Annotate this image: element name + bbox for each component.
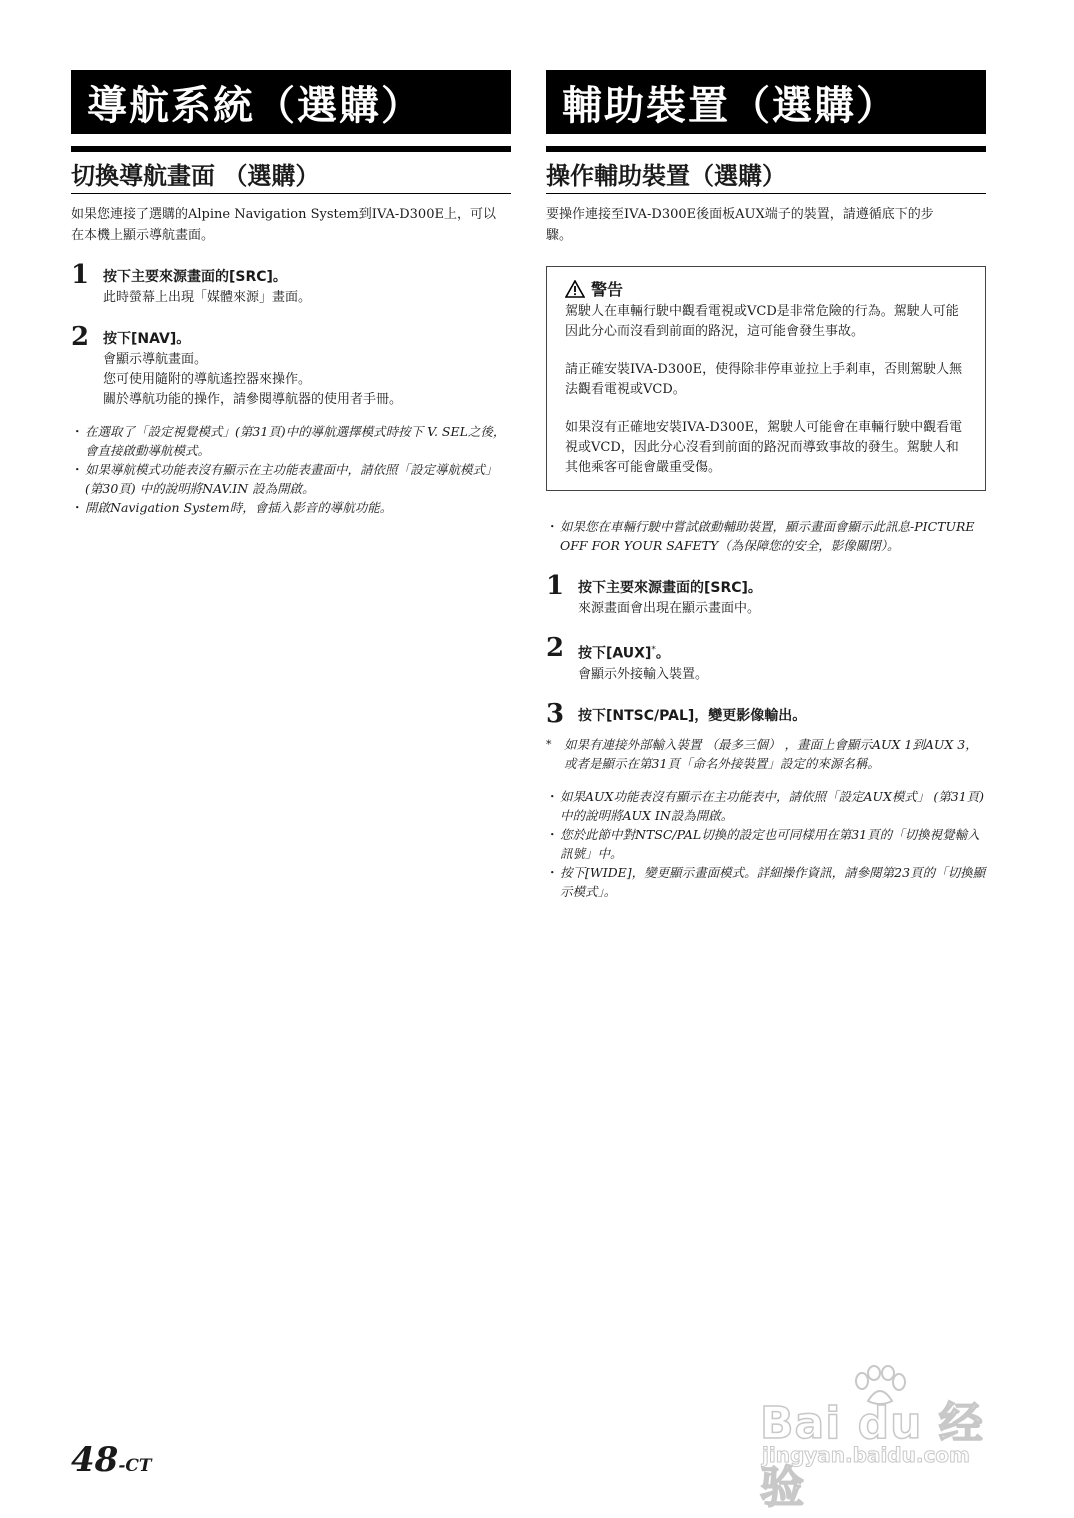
step-1 [71,262,511,308]
warning-paragraph: 如果沒有正確地安裝IVA-D300E，駕駛人可能會在車輛行駛中觀看電視或VCD，因此分心沒看到前面的路況而導致事故的發生。駕駛人和其他乘客可能會嚴重受傷。 [565,420,963,475]
intro-line: 驟。 [546,228,573,243]
step-detail: 您可使用隨附的導航遙控器來操作。 [103,372,312,387]
step-detail: 此時螢幕上出現「媒體來源」畫面。 [103,290,312,305]
intro-paragraph [546,204,986,246]
section-title-navigation: 切換導航畫面 （選購） [71,146,511,194]
warning-title [565,277,971,300]
footnote-mark: * [546,737,552,751]
step-title: 按下[NAV]。 [103,331,191,347]
note-item: ・ 如果您在車輛行駛中嘗試啟動輔助裝置，顯示畫面會顯示此訊息-PICTURE OFF FOR YOUR SAFETY（為保障您的安全，影像關閉）。 [546,519,975,553]
step-detail: 會顯示導航畫面。 [103,352,208,367]
step-title: 按下[AUX]*。 [578,645,670,662]
step-number: 3 [546,698,565,729]
footnote [546,735,986,773]
warning-triangle-icon [565,280,585,298]
intro-line: 在本機上顯示導航畫面。 [71,228,215,243]
step-title: 按下[NTSC/PAL]，變更影像輸出。 [578,707,807,724]
warning-paragraph: 駕駛人在車輛行駛中觀看電視或VCD是非常危險的行為。駕駛人可能因此分心而沒看到前面的路況，這可能會發生事故。 [565,304,959,339]
step-title: 按下主要來源畫面的[SRC]。 [103,269,287,285]
step-2 [71,324,511,410]
footnote-text: 如果有連接外部輸入裝置 （最多三個） ，畫面上會顯示AUX 1到AUX 3，或者是顯示在第31頁「命名外接裝置」設定的來源名稱。 [564,736,978,771]
intro-paragraph [71,204,511,246]
page-number: 48-CT [71,1440,152,1480]
note-item: ・ 在選取了「設定視覺模式」(第31頁)中的導航選擇模式時按下 V. SEL之後，會直接啟動導航模式。 [71,424,506,458]
note-item: ・ 如果AUX功能表沒有顯示在主功能表中，請依照「設定AUX模式」 (第31頁) 中的說明將AUX IN設為開啟。 [546,788,985,823]
pre-steps-note [546,517,986,555]
watermark-url: jingyan.baidu.com [762,1443,970,1467]
note-item: ・ 您於此節中對NTSC/PAL切換的設定也可同樣用在第31頁的「切換視覺輸入訊號」中。 [546,826,980,861]
step-title: 按下主要來源畫面的[SRC]。 [578,580,762,596]
step-number: 2 [546,633,565,663]
note-item: ・ 如果導航模式功能表沒有顯示在主功能表畫面中，請依照「設定導航模式」 (第30頁) 中的說明將NAV.IN 設為開啟。 [71,462,498,496]
step-number: 1 [546,571,565,601]
intro-line: 要操作連接至IVA-D300E後面板AUX端子的裝置，請遵循底下的步 [546,207,934,222]
notes-list [546,787,986,901]
step-detail: 關於導航功能的操作，請參閱導航器的使用者手冊。 [103,392,403,407]
warning-paragraph: 請正確安裝IVA-D300E，使得除非停車並拉上手剎車，否則駕駛人無法觀看電視或VCD。 [565,362,963,397]
warning-box [546,266,986,491]
warning-label: 警告 [591,280,624,299]
step-detail: 會顯示外接輸入裝置。 [578,666,709,682]
step-number: 2 [71,322,90,352]
note-item: ・ 開啟Navigation System時，會插入影音的導航功能。 [71,500,393,515]
step-3 [546,698,986,729]
watermark-logo: Bai du 经验 [760,1398,984,1513]
note-item: ・ 按下[WIDE]，變更顯示畫面模式。詳細操作資訊，請參閱第23頁的「切換顯示模式」。 [546,864,986,899]
baidu-watermark [760,1365,1010,1513]
left-column [71,70,511,517]
step-number: 1 [71,260,90,290]
notes-list [71,422,511,517]
step-2 [546,635,986,685]
step-1 [546,573,986,619]
intro-line: 如果您連接了選購的Alpine Navigation System到IVA-D300E上，可以 [71,207,496,222]
right-column [546,70,986,901]
step-detail: 來源畫面會出現在顯示畫面中。 [578,601,761,616]
chapter-banner-auxiliary: 輔助裝置（選購） [546,70,986,134]
chapter-banner-navigation: 導航系統（選購） [71,70,511,134]
section-title-auxiliary: 操作輔助裝置（選購） [546,146,986,194]
